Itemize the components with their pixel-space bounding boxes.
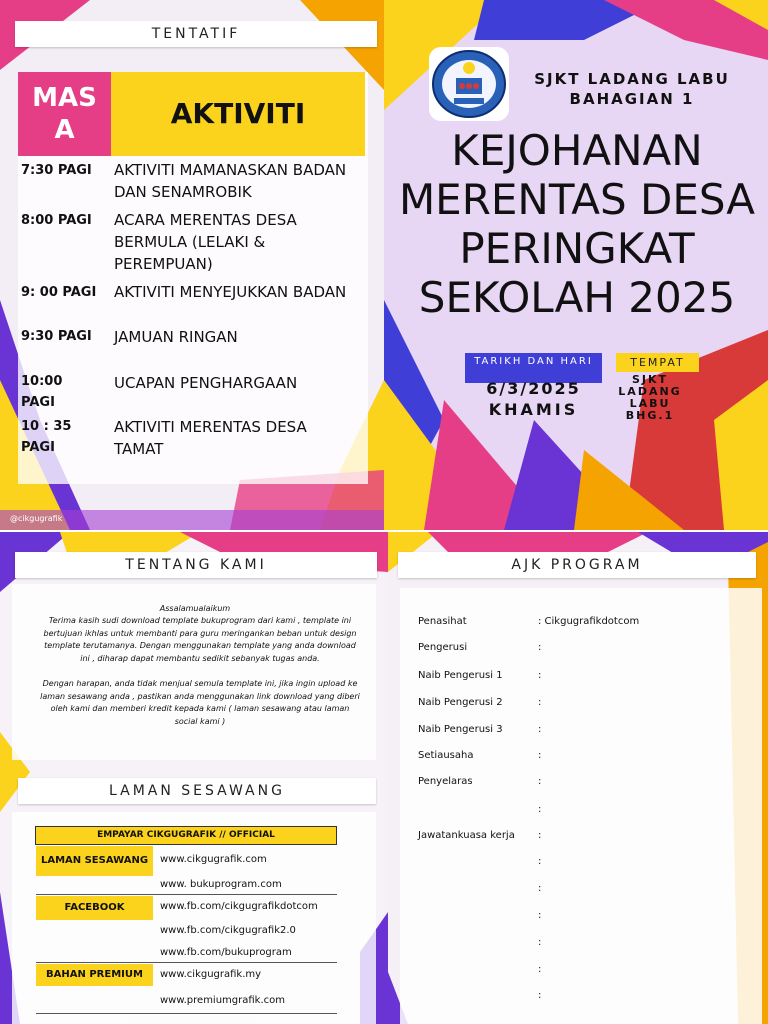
laman-url[interactable]: www.cikgugrafik.com: [160, 854, 267, 865]
ajk-label: Penasihat: [418, 616, 467, 627]
ajk-value: :: [538, 910, 542, 921]
ajk-value: :: [538, 856, 542, 867]
school-name-line1: SJKT LADANG LABU: [534, 70, 730, 88]
ajk-label: Setiausaha: [418, 750, 474, 761]
col-aktiviti-header: AKTIVITI: [111, 72, 365, 156]
tentang-para2: Dengan harapan, anda tidak menjual semula template ini, jika ingin upload ke laman sesawang anda , pastikan anda menggunakan link download yang diberi oleh kami dan memberi kredit kepada kami ( laman sesawang atau laman social kami ): [40, 679, 360, 726]
divider: [36, 1013, 337, 1014]
ajk-label: Jawatankuasa kerja: [418, 830, 515, 841]
bahan-premium-label: BAHAN PREMIUM: [36, 964, 153, 986]
tarikh-date: 6/3/2025: [486, 379, 581, 398]
ajk-value: :: [538, 697, 542, 708]
facebook-url[interactable]: www.fb.com/cikgugrafikdotcom: [160, 901, 318, 912]
ajk-value: :: [538, 830, 542, 841]
facebook-url[interactable]: www.fb.com/bukuprogram: [160, 947, 292, 958]
ajk-value: :: [538, 804, 542, 815]
event-title: KEJOHANAN MERENTAS DESA PERINGKAT SEKOLAH 2025: [398, 126, 756, 322]
ajk-value: :: [538, 883, 542, 894]
masa-cell: 7:30 PAGI: [21, 163, 92, 178]
premium-url[interactable]: www.cikgugrafik.my: [160, 969, 262, 980]
tempat-label: TEMPAT: [616, 353, 699, 372]
facebook-label: FACEBOOK: [36, 896, 153, 920]
tentatif-panel: [0, 0, 384, 530]
laman-title: EMPAYAR CIKGUGRAFIK // OFFICIAL: [35, 826, 337, 845]
aktiviti-cell: ACARA MERENTAS DESA BERMULA (LELAKI & PEREMPUAN): [114, 211, 297, 273]
masa-cell: 10 : 35 PAGI: [21, 419, 72, 455]
ajk-label: Naib Pengerusi 3: [418, 724, 503, 735]
masa-cell: 10:00 PAGI: [21, 374, 63, 410]
divider: [36, 894, 337, 895]
tentatif-header: TENTATIF: [15, 21, 377, 47]
facebook-url[interactable]: www.fb.com/cikgugrafik2.0: [160, 925, 296, 936]
ajk-value: :: [538, 724, 542, 735]
ajk-card: [400, 588, 762, 1024]
aktiviti-cell: AKTIVITI MAMANASKAN BADAN DAN SENAMROBIK: [114, 161, 347, 201]
ajk-label: Penyelaras: [418, 776, 473, 787]
ajk-value: :: [538, 776, 542, 787]
ajk-value: : Cikgugrafikdotcom: [538, 616, 640, 627]
laman-sesawang-label: LAMAN SESAWANG: [36, 846, 153, 876]
ajk-label: Naib Pengerusi 1: [418, 670, 503, 681]
aktiviti-cell: AKTIVITI MERENTAS DESA TAMAT: [114, 418, 307, 458]
ajk-value: :: [538, 990, 542, 1001]
col-masa-header: MAS A: [18, 72, 111, 156]
masa-cell: 8:00 PAGI: [21, 213, 92, 228]
tentang-greeting: Assalamualaikum: [159, 604, 231, 613]
premium-url[interactable]: www.premiumgrafik.com: [160, 995, 285, 1006]
ajk-value: :: [538, 964, 542, 975]
cover-panel: [384, 0, 768, 530]
tentang-para1: Terima kasih sudi download template bukuprogram dari kami , template ini bertujuan ikhlas untuk membanti para guru meringankan beban untuk design template terutamanya. Dengan menggunakan template yang anda download ini , diharap dapat membantu sedikit sebanyak tugas anda.: [43, 616, 357, 663]
tempat-value: SJKT LADANG LABU BHG.1: [618, 373, 682, 422]
watermark: @cikgugrafik: [10, 514, 63, 523]
aktiviti-cell: AKTIVITI MENYEJUKKAN BADAN: [114, 283, 347, 301]
tentang-header: TENTANG KAMI: [15, 552, 377, 578]
tarikh-day: KHAMIS: [488, 400, 579, 419]
school-name-line2: BAHAGIAN 1: [569, 90, 695, 108]
ajk-label: Pengerusi: [418, 642, 468, 653]
laman-header: LAMAN SESAWANG: [18, 778, 376, 804]
ajk-value: :: [538, 750, 542, 761]
ajk-value: :: [538, 670, 542, 681]
masa-cell: 9: 00 PAGI: [21, 285, 97, 300]
tarikh-label: TARIKH DAN HARI: [465, 353, 602, 383]
ajk-label: Naib Pengerusi 2: [418, 697, 503, 708]
aktiviti-cell: JAMUAN RINGAN: [114, 328, 238, 346]
masa-cell: 9:30 PAGI: [21, 329, 92, 344]
ajk-header: AJK PROGRAM: [398, 552, 756, 578]
school-crest-icon: [428, 46, 510, 122]
laman-url[interactable]: www. bukuprogram.com: [160, 879, 282, 890]
aktiviti-cell: UCAPAN PENGHARGAAN: [114, 374, 298, 392]
divider: [36, 962, 337, 963]
ajk-value: :: [538, 642, 542, 653]
ajk-value: :: [538, 937, 542, 948]
